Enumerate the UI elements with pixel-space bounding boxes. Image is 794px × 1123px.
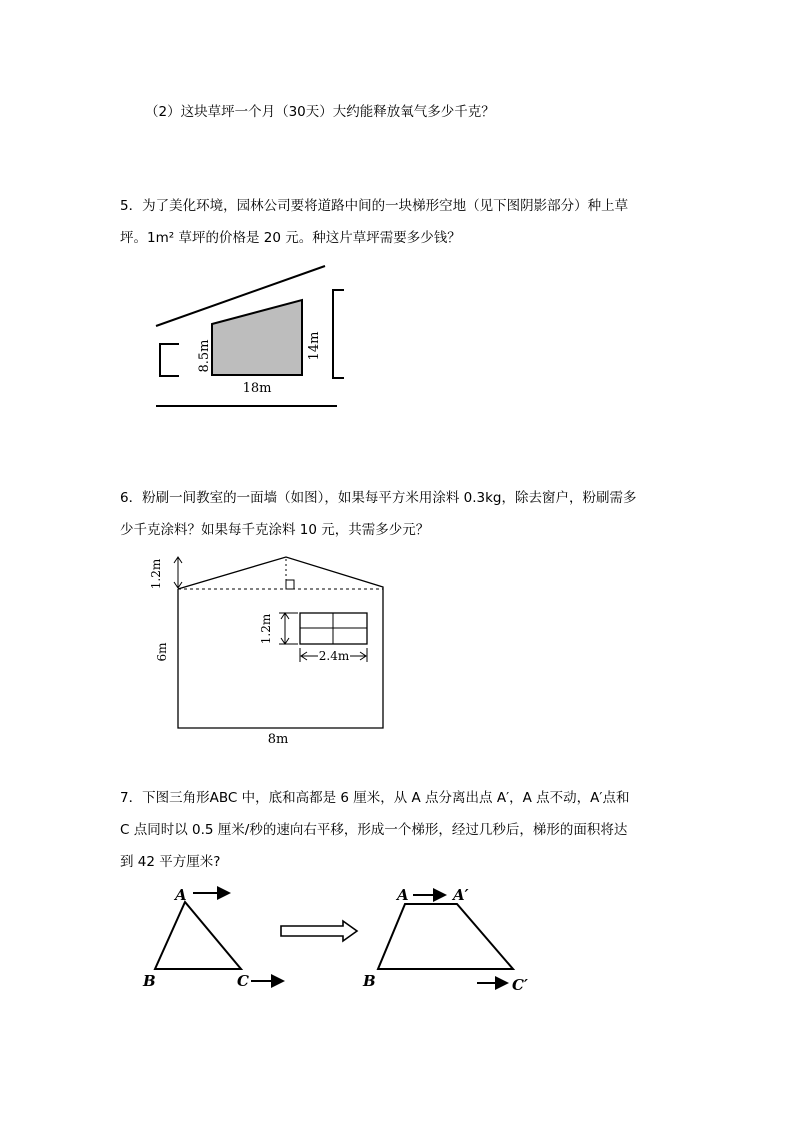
q6-label-window-height: 1.2m [259, 613, 273, 645]
q7-triangle [155, 902, 241, 969]
q5-text-line-1: 5．为了美化环境，园林公司要将道路中间的一块梯形空地（见下图阴影部分）种上草 [120, 198, 629, 214]
q7-text-line-2: C 点同时以 0.5 厘米/秒的速向右平移，形成一个梯形，经过几秒后，梯形的面积将达 [120, 822, 628, 838]
q5-label-right: 14m [307, 331, 322, 361]
q6-label-wall: 6m [155, 642, 169, 662]
q6-label-window-width: 2.4m [318, 649, 350, 663]
q5-left-bracket [160, 344, 179, 376]
q6-right-angle [286, 580, 294, 589]
q7-label-C: C [237, 972, 249, 990]
q5-label-left: 8.5m [197, 339, 212, 373]
q6-wall-outline [178, 557, 383, 728]
q7-trapezoid [378, 904, 513, 969]
q7-figure [135, 878, 555, 998]
q7-label-C-prime: C′ [512, 976, 528, 994]
q7-label-B2: B [363, 972, 376, 990]
q7-label-A: A [175, 886, 187, 904]
q5-right-bracket [333, 290, 344, 378]
q5-trapezoid [212, 300, 302, 375]
q5-label-bottom: 18m [242, 381, 272, 396]
q7-text-line-1: 7．下图三角形ABC 中，底和高都是 6 厘米，从 A 点分离出点 A′，A 点不动，A′点和 [120, 790, 630, 806]
q7-label-A-prime: A′ [453, 886, 469, 904]
q7-label-A2: A [397, 886, 409, 904]
q7-text-line-3: 到 42 平方厘米? [120, 854, 221, 870]
q7-label-B: B [143, 972, 156, 990]
q5-text-line-2: 坪。1m² 草坪的价格是 20 元。种这片草坪需要多少钱？ [120, 230, 461, 246]
q4-subquestion-2: （2）这块草坪一个月（30天）大约能释放氧气多少千克？ [145, 104, 495, 120]
q6-text-line-2: 少千克涂料？如果每千克涂料 10 元，共需多少元？ [120, 522, 430, 538]
q5-figure [150, 262, 350, 412]
q6-figure [140, 552, 400, 747]
q6-label-roof: 1.2m [149, 558, 163, 590]
q6-label-base: 8m [267, 732, 289, 747]
q6-text-line-1: 6．粉刷一间教室的一面墙（如图），如果每平方米用涂料 0.3kg，除去窗户，粉刷需多 [120, 490, 637, 506]
q7-transform-arrow [281, 921, 357, 941]
